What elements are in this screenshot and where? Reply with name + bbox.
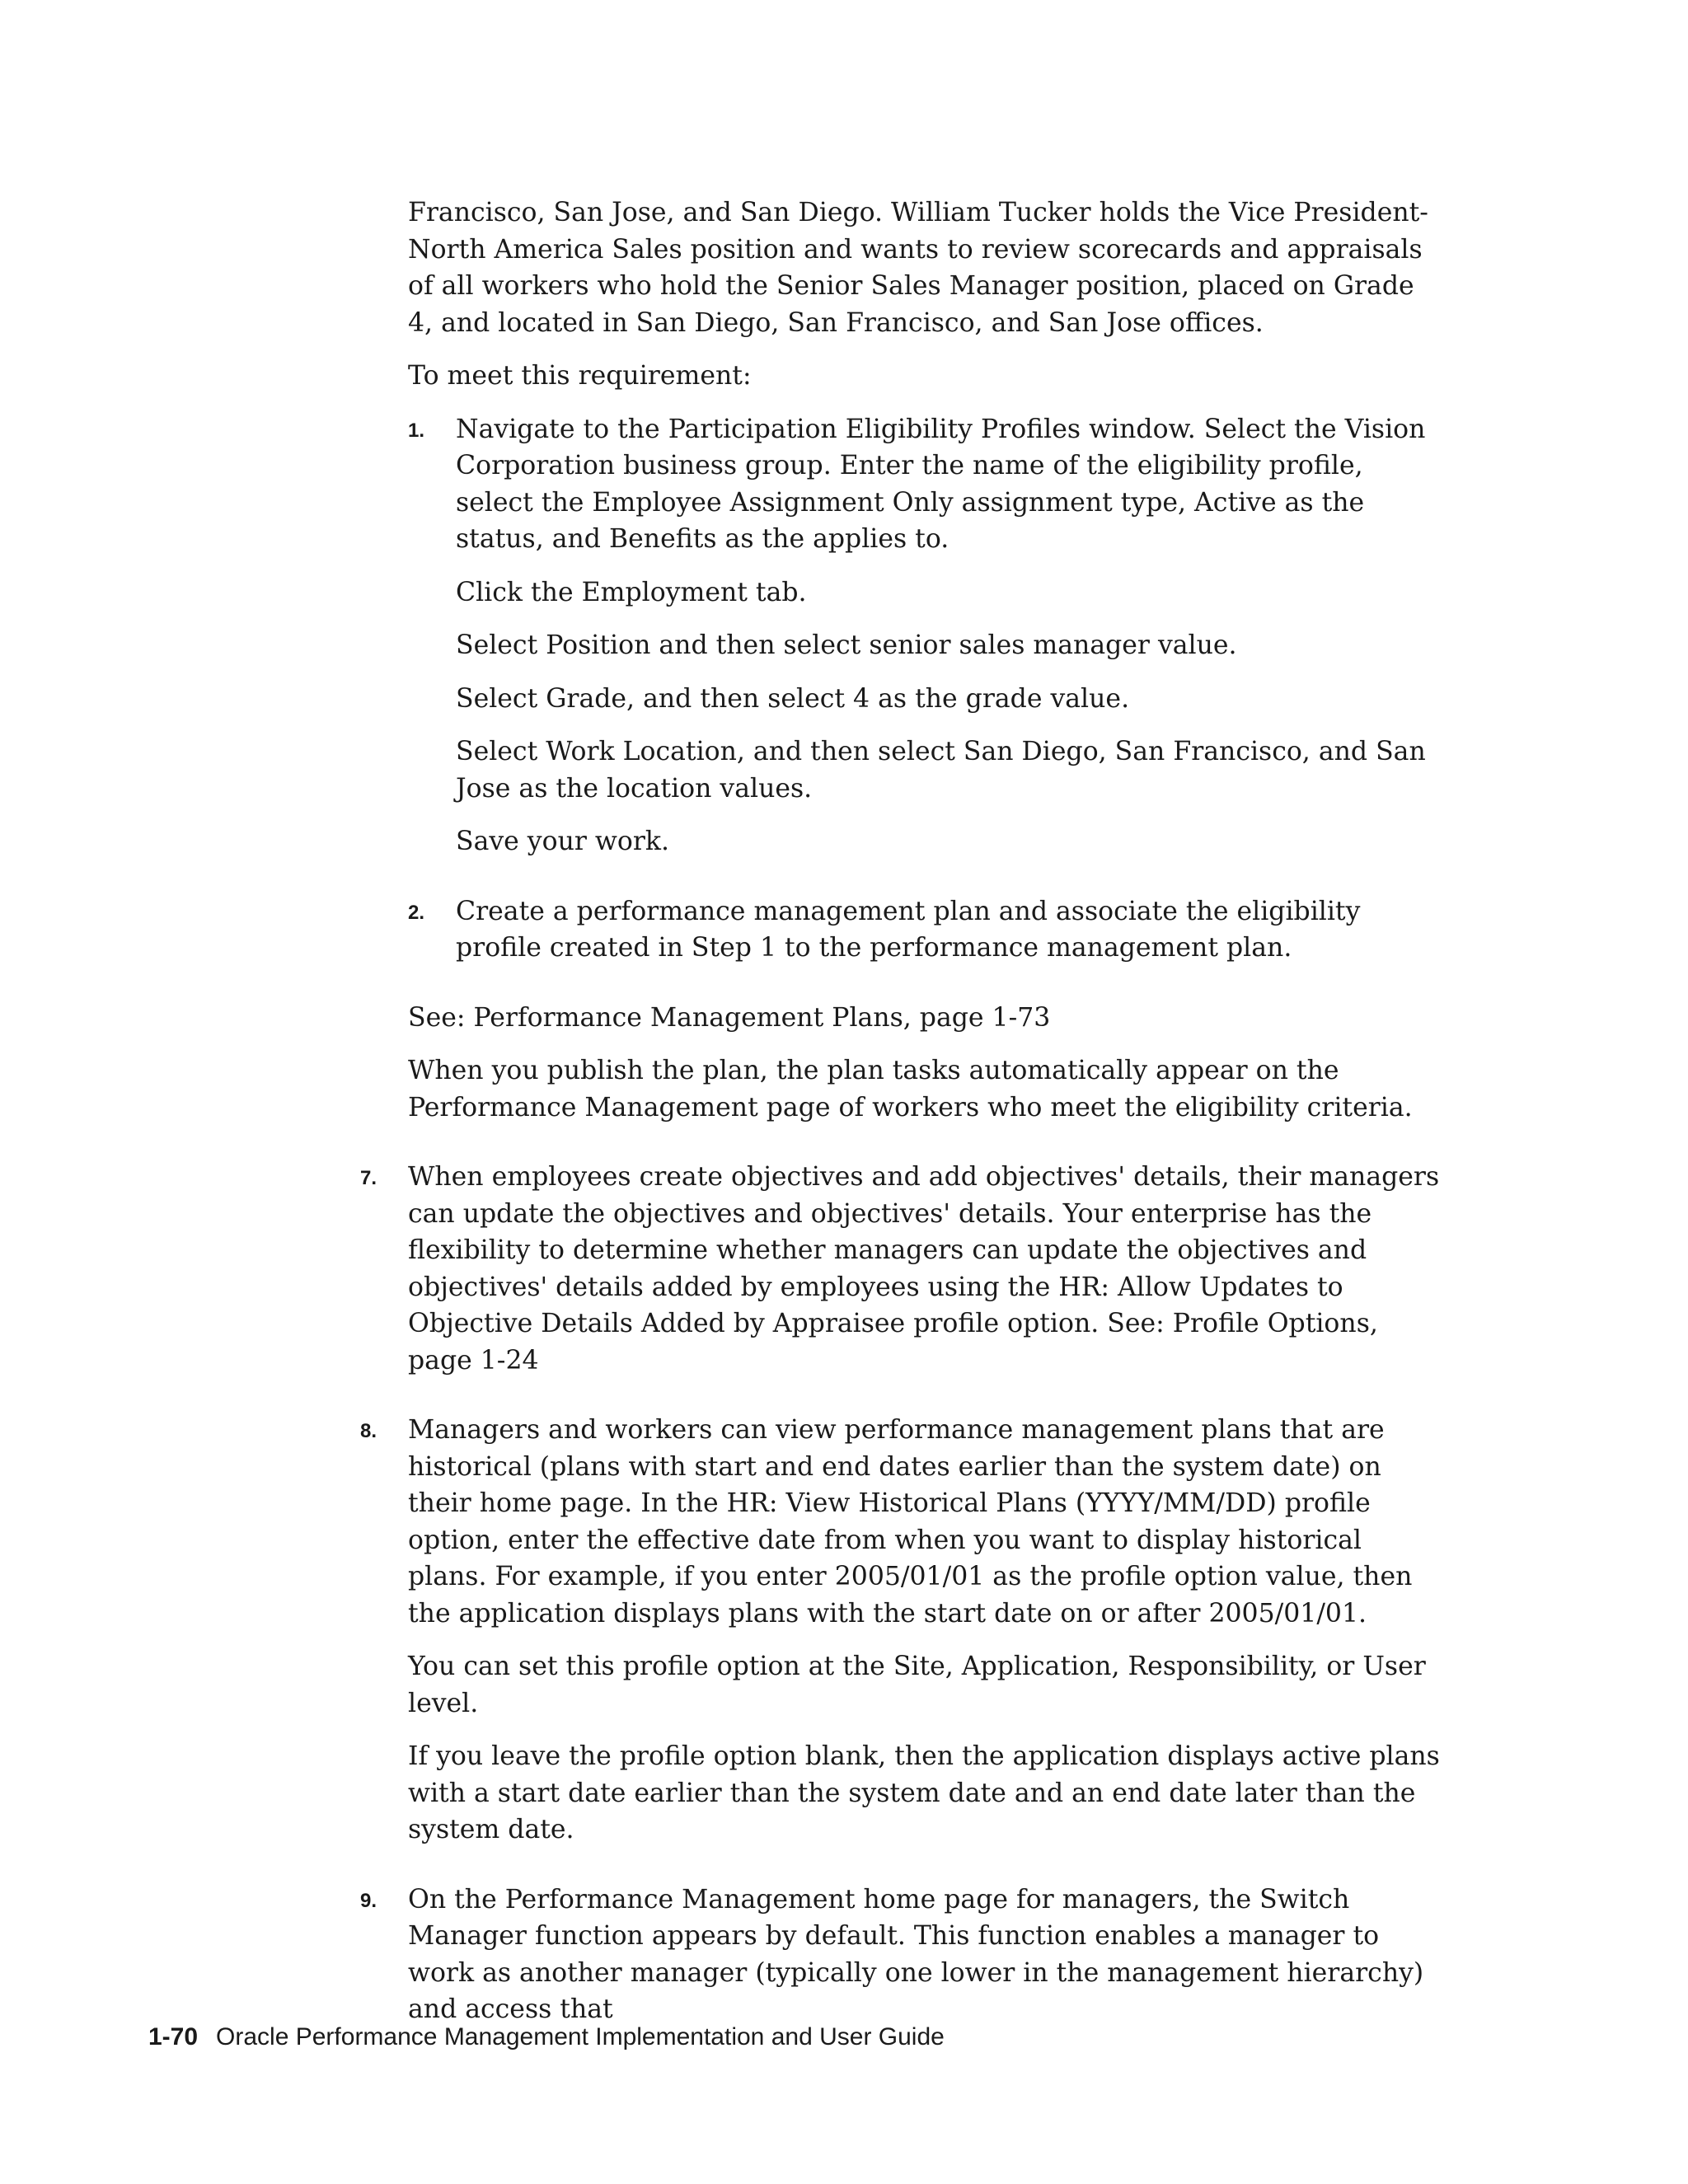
step-number: 1. [408, 419, 425, 442]
list-item-8 [360, 1412, 1447, 1849]
step-paragraph: Select Position and then select senior sales manager value. [456, 630, 1237, 660]
page-footer [148, 2023, 945, 2051]
page-number: 1-70 [148, 2023, 199, 2050]
list-item-7 [360, 1159, 1447, 1379]
item-paragraph: You can set this profile option at the Site, Application, Responsibility, or User level. [408, 1652, 1426, 1718]
item-paragraph: Managers and workers can view performance management plans that are historical (plans with start and end dates earlier than the system date) on their home page. In the HR: View Historical Plans (YYYY/MM/DD) profile option, enter the effective date from when you want to display historical plans. For example, if you enter 2005/01/01 as the profile option value, then the application displays plans with the start date on or after 2005/01/01. [408, 1415, 1413, 1629]
step-1 [408, 411, 1447, 860]
step-paragraph: Select Grade, and then select 4 as the grade value. [456, 683, 1130, 714]
item-number: 9. [360, 1889, 377, 1912]
step-2 [408, 893, 1447, 967]
item-paragraph: If you leave the profile option blank, then the application displays active plans with a start date earlier than the system date and an end date later than the system date. [408, 1741, 1440, 1844]
item-paragraph: On the Performance Management home page for managers, the Switch Manager function appears by default. This function enables a manager to work as another manager (typically one lower in the management hierarchy) and access that [408, 1884, 1424, 2024]
list-item-9 [360, 1882, 1447, 2028]
item-number: 7. [360, 1167, 377, 1189]
step-paragraph: Click the Employment tab. [456, 577, 807, 607]
step-paragraph: Save your work. [456, 827, 670, 856]
item-paragraph: When employees create objectives and add objectives' details, their managers can update the objectives and objectives' details. Your enterprise has the flexibility to determine whether managers can update the objectives and objectives' details added by employees using the HR: Allow Updates to Objective Details Added by Appraisee profile option. See: Profile Options, page 1-24 [408, 1162, 1440, 1376]
step-number: 2. [408, 901, 425, 924]
step-paragraph: Select Work Location, and then select San Diego, San Francisco, and San Jose as the location values. [456, 737, 1426, 804]
intro-paragraph: Francisco, San Jose, and San Diego. William Tucker holds the Vice President-North America Sales position and wants to review scorecards and appraisals of all workers who hold the Senior Sales Manager position, placed on Grade 4, and located in San Diego, San Francisco, and San Jose offices. [408, 198, 1428, 338]
intro-lead: To meet this requirement: [408, 361, 752, 391]
sub-step-list [408, 411, 1447, 967]
step-paragraph: Create a performance management plan and associate the eligibility profile created in Step 1 to the performance management plan. [456, 896, 1361, 963]
publish-note: When you publish the plan, the plan tasks automatically appear on the Performance Management page of workers who meet the eligibility criteria. [408, 1056, 1413, 1122]
book-title: Oracle Performance Management Implementation and User Guide [216, 2023, 945, 2050]
document-body [360, 194, 1447, 2045]
item-number: 8. [360, 1420, 377, 1442]
step-paragraph: Navigate to the Participation Eligibility Profiles window. Select the Vision Corporation business group. Enter the name of the eligibility profile, select the Employee Assignment Only assignment type, Active as the status, and Benefits as the applies to. [456, 414, 1426, 554]
see-reference: See: Performance Management Plans, page 1-73 [408, 1002, 1051, 1033]
